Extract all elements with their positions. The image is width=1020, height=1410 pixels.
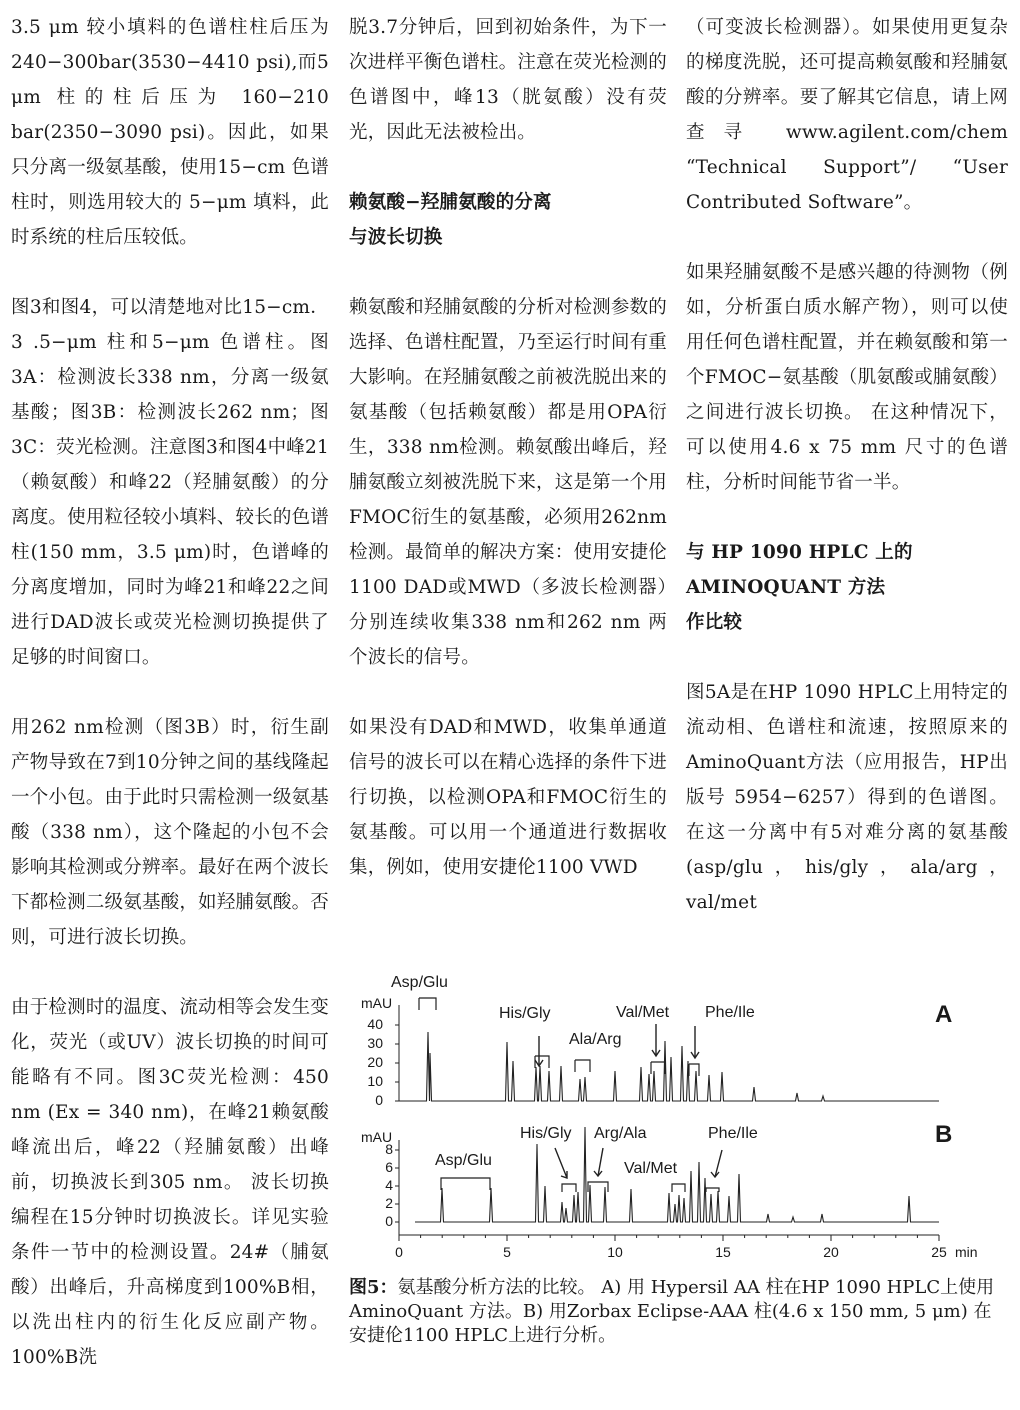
panel-a-letter: A (935, 1001, 953, 1028)
heading-line: 与 HP 1090 HPLC 上的 (686, 542, 913, 563)
peak-label-his-gly: His/Gly (499, 1005, 551, 1022)
peak-label-val-met: Val/Met (624, 1160, 678, 1177)
figure-caption (349, 1276, 1009, 1348)
caption-text: 氨基酸分析方法的比较。 A) 用 Hypersil AA 柱在HP 1090 HPLC上使用AminoQuant 方法。B) 用Zorbax Eclipse-AAA 柱(4.6 x 150 mm, 5 μm) 在安捷伦1100 HPLC上进行分析。 (349, 1277, 995, 1346)
paragraph: 脱3.7分钟后，回到初始条件，为下一次进样平衡色谱柱。注意在荧光检测的色谱图中，峰13（胱氨酸）没有荧光，因此无法被检出。 (349, 17, 667, 143)
paragraph: 赖氨酸和羟脯氨酸的分析对检测参数的选择、色谱柱配置，乃至运行时间有重大影响。在羟脯氨酸之前被洗脱出来的氨基酸（包括赖氨酸）都是用OPA衍生，338 nm检测。赖氨酸出峰后，羟脯氨酸立刻被洗脱下来，这是第一个用FMOC衍生的氨基酸，必须用262nm检测。最简单的解决方案：使用安捷伦1100 DAD或MWD（多波长检测器）分别连续收集338 nm和262 nm 两个波长的信号。 (349, 297, 667, 668)
paragraph: 用262 nm检测（图3B）时，衍生副产物导致在7到10分钟之间的基线隆起一个小包。由于此时只需检测一级氨基酸（338 nm），这个隆起的小包不会影响其检测或分辨率。最好在两个波长下都检测二级氨基酸，如羟脯氨酸。否则，可进行波长切换。 (11, 717, 329, 948)
paragraph: 3.5 μm 较小填料的色谱柱柱后压为 240−300bar(3530−4410 psi),而5 μm 柱的柱后压为 160−210 bar(2350−3090 psi)。因此，如果只分离一级氨基酸，使用15−cm 色谱柱时，则选用较大的 5−μm 填料，此时系统的柱后压较低。 (11, 17, 329, 248)
paragraph: （可变波长检测器）。如果使用更复杂的梯度洗脱，还可提高赖氨酸和羟脯氨酸的分辨率。要了解其它信息，请上网查寻 www.agilent.com/chem “Technical Support”/ “User Contributed Software”。 (686, 17, 1008, 213)
y-tick-label: 10 (367, 1073, 383, 1089)
x-tick-label: 20 (823, 1244, 839, 1260)
y-tick-label: 20 (367, 1054, 383, 1070)
y-tick-label: 4 (385, 1177, 393, 1193)
heading-line: AMINOQUANT 方法 (686, 577, 886, 598)
x-tick-label: 10 (607, 1244, 623, 1260)
peak-label-phe-ile: Phe/Ile (705, 1004, 755, 1021)
paragraph: 由于检测时的温度、流动相等会发生变化，荧光（或UV）波长切换的时间可能略有不同。图3C荧光检测：450 nm (Ex = 340 nm)，在峰21赖氨酸峰流出后，峰22（羟脯氨酸）出峰前，切换波长到305 nm。 波长切换编程在15分钟时切换波长。详见实验条件一节中的检测设置。24#（脯氨酸）出峰后，升高梯度到100%B相，以洗出柱内的衍生化反应副产物。100%B洗 (11, 997, 329, 1368)
text-column-right (686, 10, 1008, 955)
peak-label-asp-glu: Asp/Glu (435, 1152, 492, 1169)
y-tick-label: 40 (367, 1016, 383, 1032)
peak-label-his-gly: His/Gly (520, 1125, 572, 1142)
caption-label: 图5： (349, 1277, 398, 1298)
text-column-left (11, 10, 329, 1410)
peak-label-phe-ile: Phe/Ile (708, 1125, 758, 1142)
y-tick-label: 30 (367, 1035, 383, 1051)
y-tick-label: 0 (375, 1092, 383, 1108)
section-heading (686, 535, 1008, 640)
paragraph: 图5A是在HP 1090 HPLC上用特定的流动相、色谱柱和流速，按照原来的AminoQuant方法（应用报告，HP出版号 5954−6257）得到的色谱图。在这一分离中有5对难分离的氨基酸(asp/glu，his/gly，ala/arg，val/met (686, 682, 1008, 913)
paragraph: 图3和图4，可以清楚地对比15−cm．3 .5−μm 柱和5−μm 色谱柱。图3A：检测波长338 nm，分离一级氨基酸；图3B：检测波长262 nm；图3C：荧光检测。注意图3和图4中峰21（赖氨酸）和峰22（羟脯氨酸）的分离度。使用粒径较小填料、较长的色谱柱(150 mm，3.5 μm)时，色谱峰的分离度增加，同时为峰21和峰22之间进行DAD波长或荧光检测切换提供了足够的时间窗口。 (11, 297, 329, 668)
heading-line: 作比较 (686, 612, 743, 633)
panel-a-unit: mAU (361, 995, 393, 1011)
y-tick-label: 2 (385, 1195, 393, 1211)
peak-label-val-met: Val/Met (616, 1004, 670, 1021)
peak-label-asp-glu: Asp/Glu (391, 974, 448, 991)
chromatogram-figure (349, 970, 1009, 1270)
x-tick-label: 5 (503, 1244, 511, 1260)
paragraph: 如果羟脯氨酸不是感兴趣的待测物（例如，分析蛋白质水解产物），则可以使用任何色谱柱配置，并在赖氨酸和第一个FMOC−氨基酸（肌氨酸或脯氨酸）之间进行波长切换。 在这种情况下，可以使用4.6 x 75 mm 尺寸的色谱柱，分析时间能节省一半。 (686, 262, 1008, 493)
panel-b-letter: B (935, 1121, 953, 1148)
x-tick-label: 0 (395, 1244, 403, 1260)
x-tick-label: 25 (931, 1244, 947, 1260)
peak-label-arg-ala: Arg/Ala (594, 1125, 647, 1142)
x-tick-label: 15 (715, 1244, 731, 1260)
text-column-middle (349, 10, 667, 920)
y-tick-label: 8 (385, 1141, 393, 1157)
section-heading (349, 185, 667, 255)
y-tick-label: 0 (385, 1213, 393, 1229)
peak-label-ala-arg: Ala/Arg (569, 1031, 622, 1048)
panel-b-unit: mAU (361, 1129, 393, 1145)
figure-5 (349, 970, 1009, 1390)
y-tick-label: 6 (385, 1159, 393, 1175)
paragraph: 如果没有DAD和MWD，收集单通道信号的波长可以在精心选择的条件下进行切换，以检测OPA和FMOC衍生的氨基酸。可以用一个通道进行数据收集，例如，使用安捷伦1100 VWD (349, 717, 667, 878)
heading-line: 与波长切换 (349, 227, 443, 248)
chromatogram-trace-a (399, 1032, 939, 1101)
heading-line: 赖氨酸−羟脯氨酸的分离 (349, 192, 552, 213)
x-axis-unit: min (955, 1244, 978, 1260)
